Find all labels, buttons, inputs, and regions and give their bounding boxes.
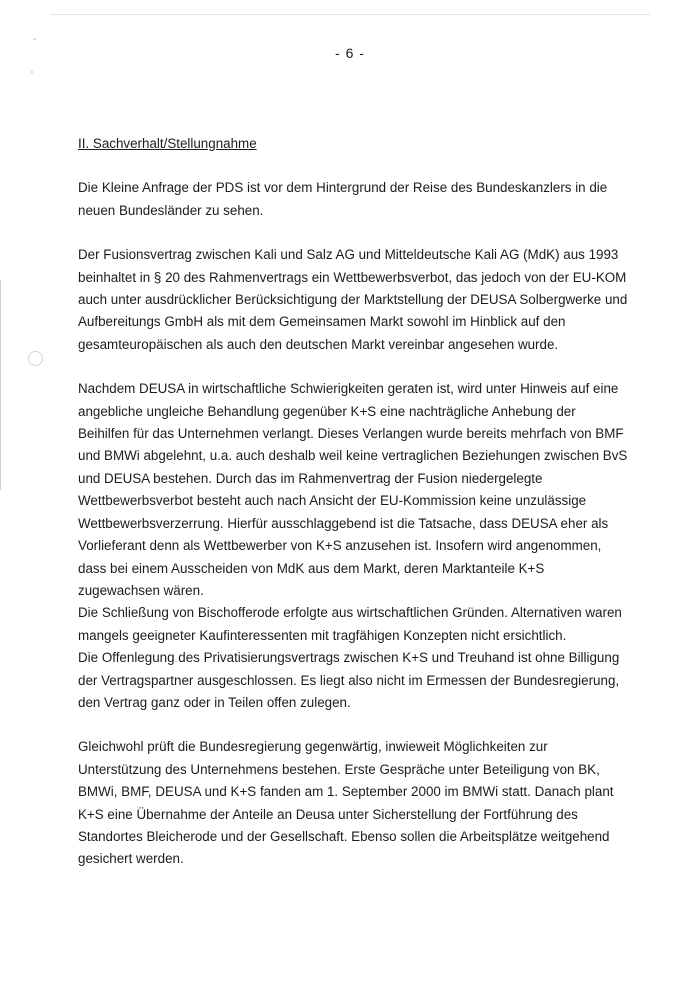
section-heading: II. Sachverhalt/Stellungnahme	[78, 136, 257, 151]
text-line: auch unter ausdrücklicher Berücksichtigung der Marktstellung der DEUSA Solbergwerke und	[78, 292, 628, 308]
text-line: Die Offenlegung des Privatisierungsvertrags zwischen K+S und Treuhand ist ohne Billigung	[78, 650, 620, 666]
text-line: Aufbereitungs GmbH als mit dem Gemeinsamen Markt sowohl im Hinblick auf den	[78, 314, 566, 330]
paragraph-outlook	[78, 736, 658, 870]
text-line: K+S eine Übernahme der Anteile an Deusa unter Sicherstellung der Fortführung des	[78, 806, 578, 822]
text-line: mangels geeigneter Kaufinteressenten mit tragfähigen Konzepten nicht ersichtlich.	[78, 627, 567, 643]
document-body	[78, 133, 658, 871]
text-line: neuen Bundesländer zu sehen.	[78, 202, 264, 218]
text-line: zugewachsen wären.	[78, 582, 204, 598]
text-line: und BMWi abgelehnt, u.a. auch deshalb weil keine vertraglichen Beziehungen zwischen BvS	[78, 448, 628, 464]
scan-edge-line	[50, 14, 650, 15]
text-line: Beihilfen für das Unternehmen verlangt. Dieses Verlangen wurde bereits mehrfach von BMF	[78, 426, 624, 442]
text-line: Vorlieferant denn als Wettbewerber von K+S anzusehen ist. Insofern wird angenommen,	[78, 538, 602, 554]
text-line: beinhaltet in § 20 des Rahmenvertrags ein Wettbewerbsverbot, das jedoch von der EU-KOM	[78, 269, 627, 285]
text-line: und DEUSA bestehen. Durch das im Rahmenvertrag der Fusion niedergelegte	[78, 470, 543, 486]
text-line: Die Schließung von Bischofferode erfolgte aus wirtschaftlichen Gründen. Alternativen waren	[78, 605, 622, 621]
hole-punch-mark	[28, 351, 43, 366]
paragraph-deusa	[78, 378, 658, 714]
scan-margin-line	[0, 280, 1, 490]
page-number: - 6 -	[335, 45, 365, 61]
scan-speck: '	[31, 70, 33, 81]
text-line: dass bei einem Ausscheiden von MdK aus dem Markt, deren Marktanteile K+S	[78, 560, 545, 576]
text-line: Standortes Bleicherode und der Gesellschaft. Ebenso sollen die Arbeitsplätze weitgehend	[78, 828, 610, 844]
text-line: angebliche ungleiche Behandlung gegenüber K+S eine nachträgliche Anhebung der	[78, 403, 576, 419]
text-line: Nachdem DEUSA in wirtschaftliche Schwierigkeiten geraten ist, wird unter Hinweis auf eine	[78, 381, 619, 397]
text-line: Der Fusionsvertrag zwischen Kali und Salz AG und Mitteldeutsche Kali AG (MdK) aus 1993	[78, 247, 619, 263]
text-line: Wettbewerbsverzerrung. Hierfür ausschlaggebend ist die Tatsache, dass DEUSA eher als	[78, 515, 609, 531]
text-line: Wettbewerbsverbot besteht auch nach Ansicht der EU-Kommission keine unzulässige	[78, 493, 587, 509]
text-line: BMWi, BMF, DEUSA und K+S fanden am 1. September 2000 im BMWi statt. Danach plant	[78, 784, 614, 800]
text-line: Die Kleine Anfrage der PDS ist vor dem Hintergrund der Reise des Bundeskanzlers in die	[78, 180, 608, 196]
paragraph-intro	[78, 177, 658, 222]
text-line: den Vertrag ganz oder in Teilen offen zulegen.	[78, 694, 351, 710]
text-line: gesamteuropäischen als auch den deutschen Markt vereinbar angesehen wurde.	[78, 336, 559, 352]
text-line: Gleichwohl prüft die Bundesregierung gegenwärtig, inwieweit Möglichkeiten zur	[78, 739, 548, 755]
text-line: Unterstützung des Unternehmens bestehen. Erste Gespräche unter Beteiligung von BK,	[78, 761, 600, 777]
text-line: gesichert werden.	[78, 851, 184, 867]
paragraph-fusion-contract	[78, 244, 658, 356]
scan-speck: -	[33, 34, 37, 45]
text-line: der Vertragspartner ausgeschlossen. Es liegt also nicht im Ermessen der Bundesregierung,	[78, 672, 620, 688]
